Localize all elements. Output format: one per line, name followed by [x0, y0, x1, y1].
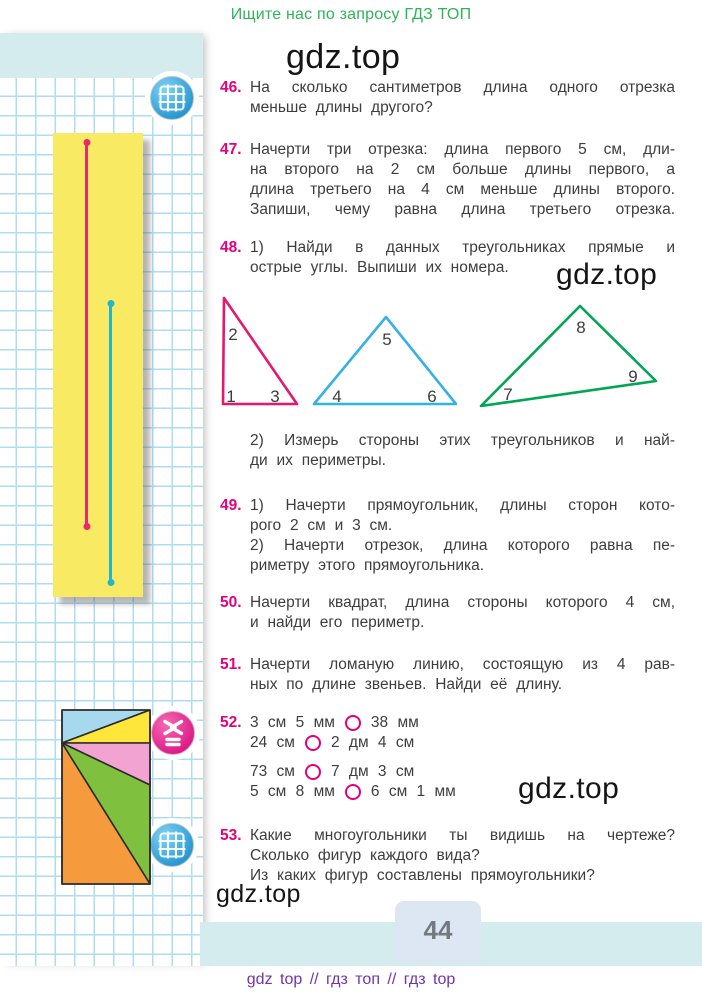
exercise-51	[220, 655, 675, 695]
segments-card	[53, 133, 143, 597]
angle-label: 3	[270, 387, 280, 406]
search-note: Ищите нас по запросу ГДЗ ТОП	[230, 6, 472, 23]
text-line: 1) Начерти прямоугольник, длины сторон кото-	[250, 497, 675, 514]
exercise-49	[220, 496, 675, 576]
angle-label: 7	[503, 385, 513, 404]
text-line: Начерти три отрезка: длина первого 5 см, дли-	[250, 141, 675, 158]
text-line: Запиши, чему равна длина третьего отрезка.	[250, 201, 675, 218]
exercise-number: 49.	[220, 497, 242, 514]
text-line: На сколько сантиметров длина одного отрезка	[250, 79, 675, 96]
comparison-row	[250, 782, 675, 802]
text-line: 1) Найди в данных треугольниках прямые и	[250, 239, 675, 256]
angle-label: 1	[226, 387, 236, 406]
text-line: 2) Измерь стороны этих треугольников и най-	[250, 432, 675, 449]
exercise-number: 53.	[220, 827, 242, 844]
triangles-figure	[212, 292, 672, 417]
left-value: 5 см 8 мм	[250, 783, 335, 800]
text-line: острые углы. Выпиши их номера.	[250, 259, 509, 276]
text-line: Какие многоугольники ты видишь на чертеже?	[250, 827, 675, 844]
left-value: 24 см	[250, 734, 295, 751]
pink-segment	[85, 142, 88, 527]
angle-label: 6	[427, 387, 437, 406]
angle-label: 8	[576, 318, 586, 337]
right-value: 38 мм	[370, 714, 419, 731]
angle-label: 4	[332, 387, 342, 406]
exercise-48-part1	[220, 238, 675, 278]
text-line: рого 2 см и 3 см.	[250, 517, 393, 534]
comparison-row	[250, 733, 675, 753]
text-line: Сколько фигур каждого вида?	[250, 847, 480, 864]
exercise-number: 50.	[220, 594, 242, 611]
right-value: 7 дм 3 см	[330, 763, 415, 780]
partitioned-rectangle-figure	[58, 706, 158, 890]
exercise-number: 47.	[220, 141, 242, 158]
comparison-row	[250, 762, 675, 782]
text-line: Начерти квадрат, длина стороны которого 4 см,	[250, 594, 675, 611]
exercise-48-part2	[220, 431, 675, 471]
left-value: 73 см	[250, 763, 295, 780]
text-line: риметру этого прямоугольника.	[250, 557, 485, 574]
exercise-number: 46.	[220, 79, 242, 96]
angle-label: 2	[228, 325, 238, 344]
text-line: и найди его периметр.	[250, 614, 425, 631]
comparison-circle	[305, 764, 321, 780]
teal-segment	[109, 303, 112, 583]
watermark: gdz.top	[518, 772, 620, 805]
watermark: gdz.top	[556, 258, 658, 291]
text-line: Начерти ломаную линию, состоящую из 4 рав-	[250, 656, 675, 673]
text-line: меньше длины другого?	[250, 99, 433, 116]
exercise-number: 51.	[220, 656, 242, 673]
comparison-row	[250, 713, 675, 733]
text-line: ди их периметры.	[250, 452, 386, 469]
grid-notebook-icon	[144, 70, 200, 126]
angle-label: 9	[628, 367, 638, 386]
exercise-50	[220, 593, 675, 633]
footer-links: gdz top // гдз топ // гдз top	[246, 971, 456, 988]
exercise-number: 52.	[220, 714, 242, 731]
comparison-circle	[345, 715, 361, 731]
right-value: 6 см 1 мм	[370, 783, 456, 800]
text-line: Из каких фигур составлены прямоугольники?	[250, 867, 595, 884]
watermark: gdz.top	[216, 880, 301, 908]
watermark: gdz.top	[286, 38, 401, 76]
text-line: длина третьего на 4 см меньше длины второго.	[250, 181, 675, 198]
comparison-circle	[305, 735, 321, 751]
angle-label: 5	[382, 330, 392, 349]
text-line: 2) Начерти отрезок, длина которого равна пе-	[250, 537, 675, 554]
page-number-tab	[395, 901, 481, 963]
exercise-53	[220, 826, 675, 886]
exercise-number: 48.	[220, 239, 242, 256]
exercise-46	[220, 78, 675, 118]
margin-column	[0, 33, 203, 966]
comparison-circle	[345, 784, 361, 800]
text-line: ных по длине звеньев. Найди её длину.	[250, 676, 563, 693]
page-number: 44	[423, 915, 453, 945]
exercise-52	[220, 713, 675, 802]
left-value: 3 см 5 мм	[250, 714, 335, 731]
right-value: 2 дм 4 см	[330, 734, 415, 751]
exercise-47	[220, 140, 675, 220]
text-line: на второго на 2 см больше длины первого, а	[250, 161, 675, 178]
